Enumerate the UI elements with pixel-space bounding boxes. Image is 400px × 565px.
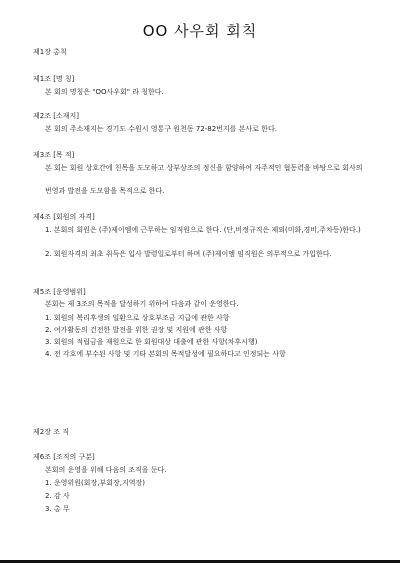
article6-item: 2. 감 사 (45, 492, 70, 500)
chapter2-heading: 제2장 조 직 (33, 428, 69, 436)
article6-intro: 본회의 운영을 위해 다음의 조직을 둔다. (45, 466, 167, 474)
article3-heading: 제3조 [목 적] (33, 151, 75, 159)
article5-item: 1. 회원의 복리후생의 일환으로 상호부조금 지급에 관한 사항 (45, 314, 230, 322)
article1-text: 본 회의 명칭은 "OO사우회" 라 칭한다. (45, 88, 164, 96)
article6-item: 1. 운영위원(회장,부회장,지역장) (45, 479, 145, 487)
article5-heading: 제5조 [운영범위] (33, 288, 86, 296)
article5-item: 2. 여가활동의 건전한 발전을 위한 권장 및 지원에 관한 사항 (45, 326, 228, 334)
article5-item: 3. 회원의 적립금을 재원으로 한 회원대상 대출에 관한 사항(차후시행) (45, 338, 258, 346)
article4-item1: 1. 본회의 회원은 (주)제이엠에 근무하는 임직원으로 한다. (단,비정규직은 제외(미화,경비,주차등)한다.) (45, 226, 361, 234)
article2-text: 본 회의 주소재지는 경기도 수원시 영통구 원천동 72-82번지를 본사로 한다. (45, 125, 277, 133)
article4-heading: 제4조 [회원의 자격] (33, 213, 95, 221)
article2-heading: 제2조 [소재지] (33, 112, 79, 120)
chapter1-heading: 제1장 총칙 (33, 48, 67, 56)
article6-heading: 제6조 [조직의 구분] (33, 453, 95, 461)
bottom-rule (0, 560, 400, 563)
article4-item2: 2. 회원자격의 최초 취득은 입사 발령일로부터 하며 (주)제이엠 임직원은 의무적으로 가입한다. (45, 250, 332, 258)
article3-line2: 번영과 발전을 도모함을 목적으로 한다. (45, 187, 165, 195)
article5-intro: 본회는 제 3조의 목적을 달성하기 위하여 다음과 같이 운영한다. (45, 300, 239, 308)
article6-item: 3. 총 무 (45, 505, 70, 513)
article5-item: 4. 전 각호에 부수된 사항 및 기타 본회의 목적달성에 필요하다고 인정되는 사항 (45, 350, 286, 358)
document-title: OO 사우회 회칙 (142, 22, 258, 40)
article1-heading: 제1조 [명 칭] (33, 75, 75, 83)
article3-line1: 본 회는 회원 상호간에 친목을 도모하고 상부상조의 정신을 함양하여 자주적인 협동력을 바탕으로 회사의 (45, 164, 363, 172)
